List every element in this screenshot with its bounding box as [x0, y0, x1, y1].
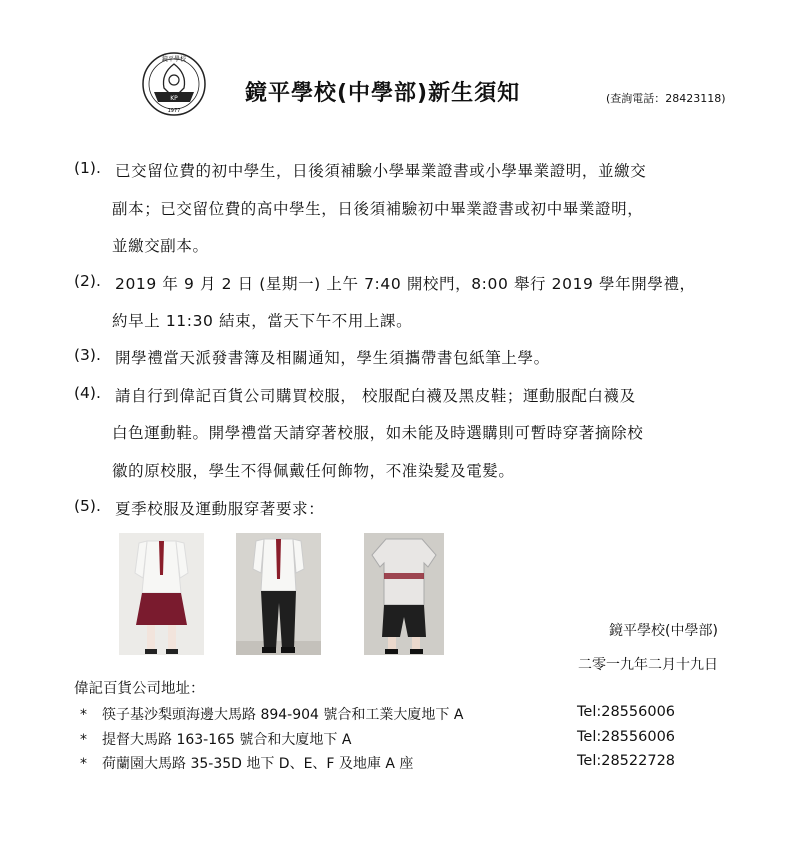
bullet: *	[80, 756, 87, 772]
item-number: (1).	[74, 159, 101, 177]
address-text: 筷子基沙梨頭海邊大馬路 894-904 號合和工業大廈地下 A	[102, 707, 464, 723]
item-text-line: 約早上 11:30 結束，當天下午不用上課。	[112, 312, 413, 330]
signature-date: 二零一九年二月十九日	[578, 657, 718, 673]
address-text: 提督大馬路 163-165 號合和大廈地下 A	[102, 732, 352, 748]
item-text-line: 副本；已交留位費的高中學生，日後須補驗初中畢業證書或初中畢業證明，	[112, 200, 644, 218]
item-number: (5).	[74, 497, 101, 515]
bullet: *	[80, 707, 87, 723]
logo-date-text: 1977	[167, 108, 181, 114]
enquiry-phone: (查詢電話：28423118)	[606, 92, 726, 105]
item-text-line: 請自行到偉記百貨公司購買校服， 校服配白襪及黑皮鞋；運動服配白襪及	[115, 387, 636, 405]
item-text-line: 已交留位費的初中學生，日後須補驗小學畢業證書或小學畢業證明，並繳交	[115, 162, 647, 180]
item-text-line: 白色運動鞋。開學禮當天請穿著校服，如未能及時選購則可暫時穿著摘除校	[112, 424, 644, 442]
item-number: (2).	[74, 272, 101, 290]
item-number: (3).	[74, 346, 101, 364]
item-number: (4).	[74, 384, 101, 402]
photo-boy-uniform	[236, 533, 321, 655]
school-crest-icon	[140, 50, 208, 118]
item-text-line: 並繳交副本。	[112, 237, 209, 255]
address-tel: Tel:28556006	[577, 704, 676, 720]
school-logo	[140, 50, 208, 118]
photo-pe-uniform	[364, 533, 444, 655]
item-text-line: 2019 年 9 月 2 日 (星期一) 上午 7:40 開校門，8:00 舉行 2019 學年開學禮，	[115, 275, 696, 293]
logo-top-text: 鏡平學校	[161, 56, 187, 63]
signature-school: 鏡平學校(中學部)	[609, 623, 718, 639]
item-text-line: 開學禮當天派發書簿及相關通知，學生須攜帶書包紙筆上學。	[115, 349, 550, 367]
item-text-line: 夏季校服及運動服穿著要求：	[115, 500, 325, 518]
address-item	[80, 704, 463, 724]
address-tel: Tel:28556006	[577, 729, 676, 745]
address-text: 荷蘭園大馬路 35-35D 地下 D、E、F 及地庫 A 座	[102, 756, 414, 772]
address-title: 偉記百貨公司地址：	[74, 681, 205, 697]
item-text-line: 徽的原校服，學生不得佩戴任何飾物，不准染髮及電髮。	[112, 462, 515, 480]
address-item	[80, 729, 351, 749]
logo-center-text: KP	[170, 95, 178, 102]
photo-girl-uniform	[119, 533, 204, 655]
address-tel: Tel:28522728	[577, 753, 676, 769]
address-item	[80, 753, 413, 773]
bullet: *	[80, 732, 87, 748]
page-title: 鏡平學校(中學部)新生須知	[245, 81, 521, 106]
